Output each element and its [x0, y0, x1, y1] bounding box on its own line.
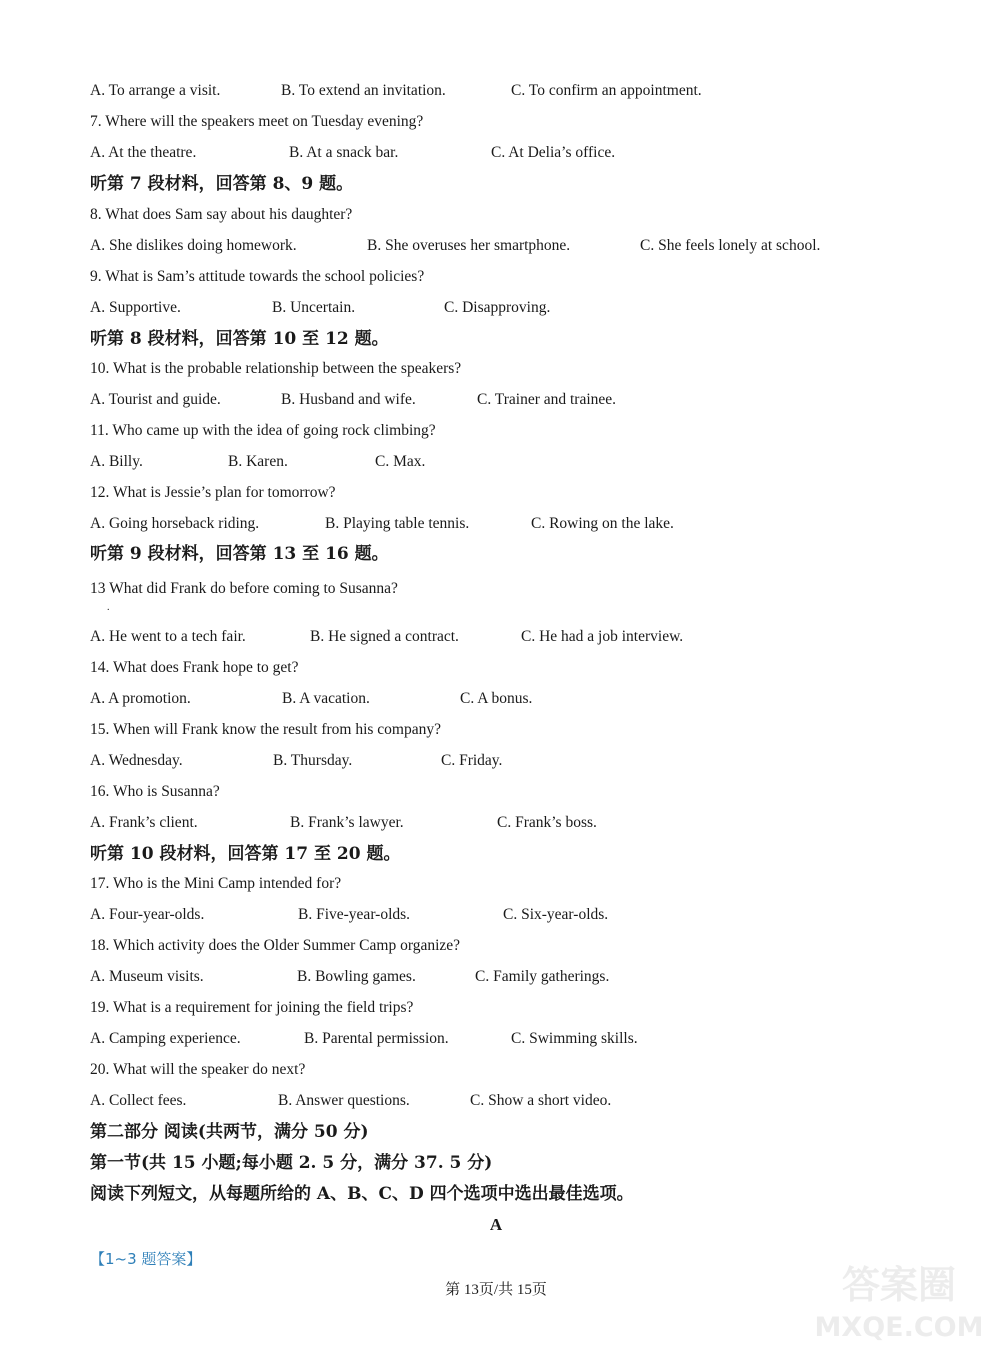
option-c: C. At Delia’s office.	[491, 144, 616, 161]
section-heading: 听第 9 段材料，回答第 13 至 16 题。	[90, 544, 389, 564]
option-c: C. Friday.	[441, 752, 503, 769]
option-c: C. Trainer and trainee.	[477, 391, 617, 408]
options-row	[90, 452, 890, 472]
question-text: 11. Who came up with the idea of going rock climbing?	[90, 422, 436, 439]
option-a: A. Camping experience.	[90, 1030, 241, 1047]
option-a: A. Billy.	[90, 453, 143, 470]
question-text: 14. What does Frank hope to get?	[90, 659, 299, 676]
options-row	[90, 689, 890, 709]
section-heading: 听第 7 段材料，回答第 8、9 题。	[90, 174, 354, 194]
options-row	[90, 143, 890, 163]
option-b: B. Karen.	[228, 453, 288, 470]
option-a: A. He went to a tech fair.	[90, 628, 246, 645]
option-b: B. At a snack bar.	[289, 144, 399, 161]
option-a: A. To arrange a visit.	[90, 82, 221, 99]
watermark-domain: MXQE.COM	[814, 1312, 984, 1343]
option-b: B. To extend an invitation.	[281, 82, 446, 99]
option-b: B. Parental permission.	[304, 1030, 449, 1047]
option-a: A. Wednesday.	[90, 752, 183, 769]
watermark-title: 答案圈	[841, 1263, 957, 1307]
option-a: A. Collect fees.	[90, 1092, 187, 1109]
options-row	[90, 1091, 890, 1111]
option-c: C. Disapproving.	[444, 299, 551, 316]
question-text: 16. Who is Susanna?	[90, 783, 220, 800]
question-text: 18. Which activity does the Older Summer Camp organize?	[90, 937, 461, 954]
option-c: C. Show a short video.	[470, 1092, 612, 1109]
section-heading: 听第 10 段材料，回答第 17 至 20 题。	[90, 844, 401, 864]
option-b: B. Husband and wife.	[281, 391, 416, 408]
option-b: B. Five-year-olds.	[298, 906, 411, 923]
options-row	[90, 514, 890, 534]
passage-letter: A	[489, 1215, 503, 1234]
options-row	[90, 298, 890, 318]
question-text: 17. Who is the Mini Camp intended for?	[90, 875, 342, 892]
option-b: B. He signed a contract.	[310, 628, 459, 645]
option-c: C. Swimming skills.	[511, 1030, 638, 1047]
question-text: 20. What will the speaker do next?	[90, 1061, 306, 1078]
section-heading: 阅读下列短文，从每题所给的 A、B、C、D 四个选项中选出最佳选项。	[90, 1184, 634, 1204]
option-b: B. Playing table tennis.	[325, 515, 470, 532]
question-text: 8. What does Sam say about his daughter?	[90, 206, 353, 223]
section-heading: 第一节(共 15 小题;每小题 2. 5 分，满分 37. 5 分)	[90, 1153, 493, 1173]
option-c: C. She feels lonely at school.	[640, 237, 821, 254]
option-a: A. Supportive.	[90, 299, 181, 316]
option-b: B. A vacation.	[282, 690, 370, 707]
option-c: C. Family gatherings.	[475, 968, 610, 985]
option-b: B. She overuses her smartphone.	[367, 237, 571, 254]
option-a: A. Frank’s client.	[90, 814, 198, 831]
question-text: 15. When will Frank know the result from his company?	[90, 721, 441, 738]
question-text: 13 What did Frank do before coming to Susanna?	[90, 580, 398, 597]
option-c: C. He had a job interview.	[521, 628, 684, 645]
option-c: C. Max.	[375, 453, 426, 470]
options-row	[90, 627, 890, 647]
option-a: A. A promotion.	[90, 690, 191, 707]
page-footer: 第 13页/共 15页	[445, 1282, 547, 1298]
question-text: 9. What is Sam’s attitude towards the school policies?	[90, 268, 425, 285]
option-a: A. Tourist and guide.	[90, 391, 221, 408]
option-a: A. Museum visits.	[90, 968, 204, 985]
options-row	[90, 751, 890, 771]
answer-link[interactable]: 【1~3 题答案】	[90, 1250, 202, 1268]
option-a: A. At the theatre.	[90, 144, 197, 161]
question-text: 7. Where will the speakers meet on Tuesday evening?	[90, 113, 424, 130]
option-c: C. Frank’s boss.	[497, 814, 597, 831]
section-heading: 第二部分 阅读(共两节，满分 50 分)	[90, 1122, 369, 1142]
options-row	[90, 81, 890, 101]
option-a: A. Going horseback riding.	[90, 515, 260, 532]
option-c: C. Rowing on the lake.	[531, 515, 674, 532]
options-row	[90, 813, 890, 833]
answer-site-logo-icon	[814, 1258, 984, 1346]
option-b: B. Answer questions.	[278, 1092, 410, 1109]
option-a: A. She dislikes doing homework.	[90, 237, 297, 254]
options-row	[90, 905, 890, 925]
options-row	[90, 967, 890, 987]
option-a: A. Four-year-olds.	[90, 906, 205, 923]
option-c: C. To confirm an appointment.	[511, 82, 702, 99]
option-b: B. Thursday.	[273, 752, 353, 769]
option-b: B. Uncertain.	[272, 299, 356, 316]
option-b: B. Bowling games.	[297, 968, 416, 985]
question-text: 19. What is a requirement for joining the field trips?	[90, 999, 414, 1016]
options-row	[90, 1029, 890, 1049]
options-row	[90, 236, 890, 256]
option-c: C. Six-year-olds.	[503, 906, 609, 923]
option-b: B. Frank’s lawyer.	[290, 814, 404, 831]
question-text: 10. What is the probable relationship between the speakers?	[90, 360, 462, 377]
question-text: 12. What is Jessie’s plan for tomorrow?	[90, 484, 336, 501]
stray-mark: .	[107, 602, 110, 613]
section-heading: 听第 8 段材料，回答第 10 至 12 题。	[90, 329, 389, 349]
option-c: C. A bonus.	[460, 690, 533, 707]
options-row	[90, 390, 890, 410]
